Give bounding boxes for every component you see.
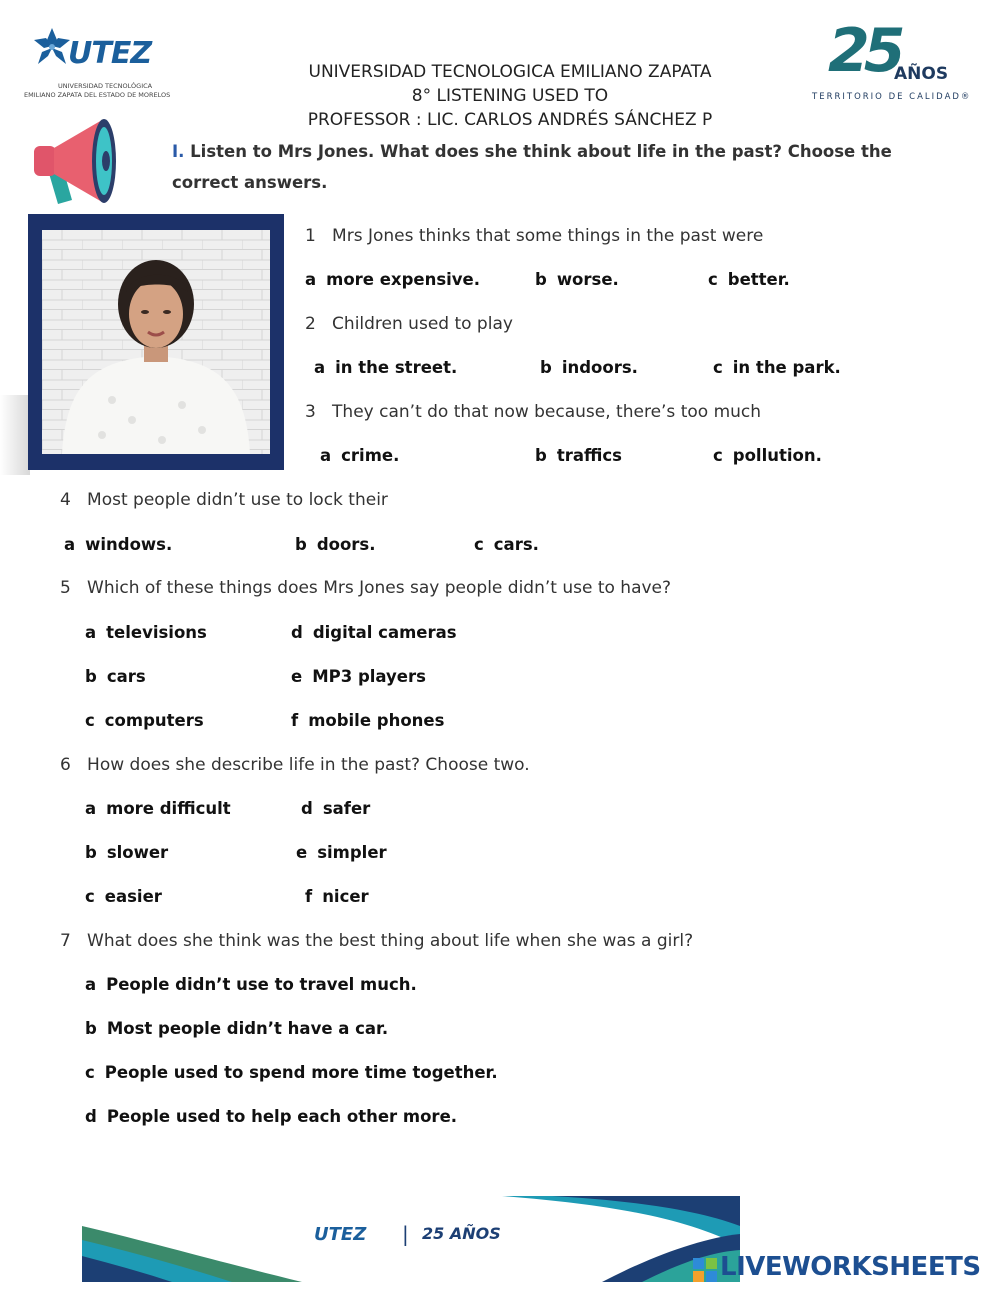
option-text: worse. (556, 270, 619, 289)
option-letter: a (85, 799, 97, 818)
answer-option[interactable] (291, 667, 426, 686)
option-text: doors. (316, 535, 376, 554)
answer-option[interactable] (295, 535, 376, 554)
answer-option[interactable] (85, 843, 168, 862)
answer-option[interactable] (85, 975, 417, 994)
option-text: nicer (322, 887, 369, 906)
option-text: better. (727, 270, 790, 289)
question-4 (60, 490, 388, 510)
option-letter: f (291, 711, 299, 730)
question-number: 4 (60, 490, 71, 510)
option-letter: b (85, 667, 97, 686)
option-letter: e (296, 843, 308, 862)
answer-option[interactable] (540, 358, 638, 377)
option-letter: d (291, 623, 303, 642)
option-text: easier (104, 887, 162, 906)
option-letter: b (540, 358, 552, 377)
option-letter: d (85, 1107, 97, 1126)
question-number: 7 (60, 931, 71, 951)
liveworksheets-icon (693, 1258, 717, 1282)
banner-separator: | (402, 1222, 409, 1246)
answer-option[interactable] (305, 270, 480, 289)
footer-banner (82, 1196, 740, 1282)
option-text: People used to spend more time together. (104, 1063, 498, 1082)
instruction-text: Listen to Mrs Jones. What does she think about life in the past? Choose the correct answers. (172, 142, 892, 192)
answer-option[interactable] (85, 711, 204, 730)
banner-anniversary: 25 AÑOS (422, 1224, 501, 1243)
header-course: 8° LISTENING USED TO (411, 86, 609, 106)
option-letter: b (85, 843, 97, 862)
answer-option[interactable] (85, 623, 207, 642)
question-3 (305, 402, 761, 422)
question-text: Mrs Jones thinks that some things in the past were (332, 226, 764, 246)
option-text: indoors. (561, 358, 638, 377)
anniversary-word: AÑOS (894, 64, 949, 84)
utez-logo-text: UTEZ (68, 36, 152, 71)
banner-utez-logo: UTEZ (314, 1224, 367, 1245)
option-text: in the street. (335, 358, 458, 377)
answer-option[interactable] (305, 887, 369, 906)
question-number: 3 (305, 402, 316, 422)
option-text: in the park. (732, 358, 841, 377)
option-text: simpler (317, 843, 387, 862)
answer-option[interactable] (291, 711, 444, 730)
option-letter: c (713, 358, 723, 377)
answer-option[interactable] (535, 270, 619, 289)
option-letter: b (535, 270, 547, 289)
option-letter: a (305, 270, 317, 289)
option-text: pollution. (732, 446, 822, 465)
option-text: crime. (341, 446, 400, 465)
utez-logo (24, 26, 178, 102)
option-text: televisions (106, 623, 207, 642)
megaphone-icon (28, 112, 128, 212)
utez-logo-sub1: UNIVERSIDAD TECNOLÓGICA (58, 82, 153, 90)
answer-option[interactable] (291, 623, 457, 642)
option-letter: b (295, 535, 307, 554)
option-letter: d (301, 799, 313, 818)
option-letter: c (474, 535, 484, 554)
option-text: slower (106, 843, 169, 862)
question-5 (60, 578, 671, 598)
option-text: digital cameras (312, 623, 457, 642)
option-text: MP3 players (312, 667, 426, 686)
option-letter: f (305, 887, 313, 906)
question-text: Which of these things does Mrs Jones say people didn’t use to have? (87, 578, 672, 598)
answer-option[interactable] (474, 535, 539, 554)
answer-option[interactable] (320, 446, 399, 465)
question-number: 2 (305, 314, 316, 334)
option-letter: a (64, 535, 76, 554)
answer-option[interactable] (64, 535, 172, 554)
option-letter: a (85, 623, 97, 642)
answer-option[interactable] (301, 799, 370, 818)
option-letter: a (314, 358, 326, 377)
option-text: windows. (85, 535, 173, 554)
utez-logo-sub2: EMILIANO ZAPATA DEL ESTADO DE MORELOS (24, 91, 171, 99)
option-text: Most people didn’t have a car. (106, 1019, 389, 1038)
answer-option[interactable] (85, 667, 146, 686)
question-text: How does she describe life in the past? Choose two. (87, 755, 530, 775)
answer-option[interactable] (85, 1063, 498, 1082)
option-text: computers (104, 711, 204, 730)
option-letter: c (85, 711, 95, 730)
anniversary-logo (808, 16, 973, 106)
anniversary-tagline: TERRITORIO DE CALIDAD® (812, 92, 972, 102)
answer-option[interactable] (85, 1107, 457, 1126)
instruction (172, 136, 912, 198)
question-6 (60, 755, 530, 775)
question-number: 1 (305, 226, 316, 246)
answer-option[interactable] (85, 799, 231, 818)
option-letter: e (291, 667, 303, 686)
option-text: cars. (493, 535, 539, 554)
instruction-number: I. (172, 142, 185, 161)
anniversary-number: 25 (828, 16, 900, 86)
option-text: cars (106, 667, 146, 686)
option-text: more expensive. (326, 270, 481, 289)
answer-option[interactable] (713, 358, 841, 377)
answer-option[interactable] (535, 446, 622, 465)
option-letter: b (85, 1019, 97, 1038)
option-letter: a (320, 446, 332, 465)
option-letter: c (713, 446, 723, 465)
answer-option[interactable] (85, 1019, 388, 1038)
answer-option[interactable] (85, 887, 162, 906)
question-7 (60, 931, 693, 951)
question-1 (305, 226, 763, 246)
option-letter: b (535, 446, 547, 465)
option-letter: a (85, 975, 97, 994)
option-text: more difficult (106, 799, 231, 818)
option-text: safer (322, 799, 371, 818)
question-text: Most people didn’t use to lock their (87, 490, 388, 510)
question-2 (305, 314, 513, 334)
photo-frame (28, 214, 284, 470)
answer-option[interactable] (296, 843, 387, 862)
question-text: Children used to play (332, 314, 513, 334)
option-letter: c (85, 887, 95, 906)
liveworksheets-brand[interactable]: LIVEWORKSHEETS (720, 1252, 981, 1282)
option-text: People didn’t use to travel much. (106, 975, 417, 994)
answer-option[interactable] (713, 446, 822, 465)
answer-option[interactable] (314, 358, 457, 377)
header-professor: PROFESSOR : LIC. CARLOS ANDRÉS SÁNCHEZ P (307, 110, 713, 130)
answer-option[interactable] (708, 270, 790, 289)
option-letter: c (85, 1063, 95, 1082)
mrs-jones-photo (42, 230, 270, 454)
question-text: They can’t do that now because, there’s too much (332, 402, 762, 422)
option-text: traffics (556, 446, 622, 465)
question-text: What does she think was the best thing about life when she was a girl? (87, 931, 694, 951)
option-letter: c (708, 270, 718, 289)
banner-waves (82, 1196, 740, 1282)
photo-shadow (0, 395, 30, 475)
header-university: UNIVERSIDAD TECNOLOGICA EMILIANO ZAPATA (308, 62, 712, 82)
question-number: 6 (60, 755, 71, 775)
option-text: mobile phones (308, 711, 445, 730)
question-number: 5 (60, 578, 71, 598)
option-text: People used to help each other more. (106, 1107, 458, 1126)
